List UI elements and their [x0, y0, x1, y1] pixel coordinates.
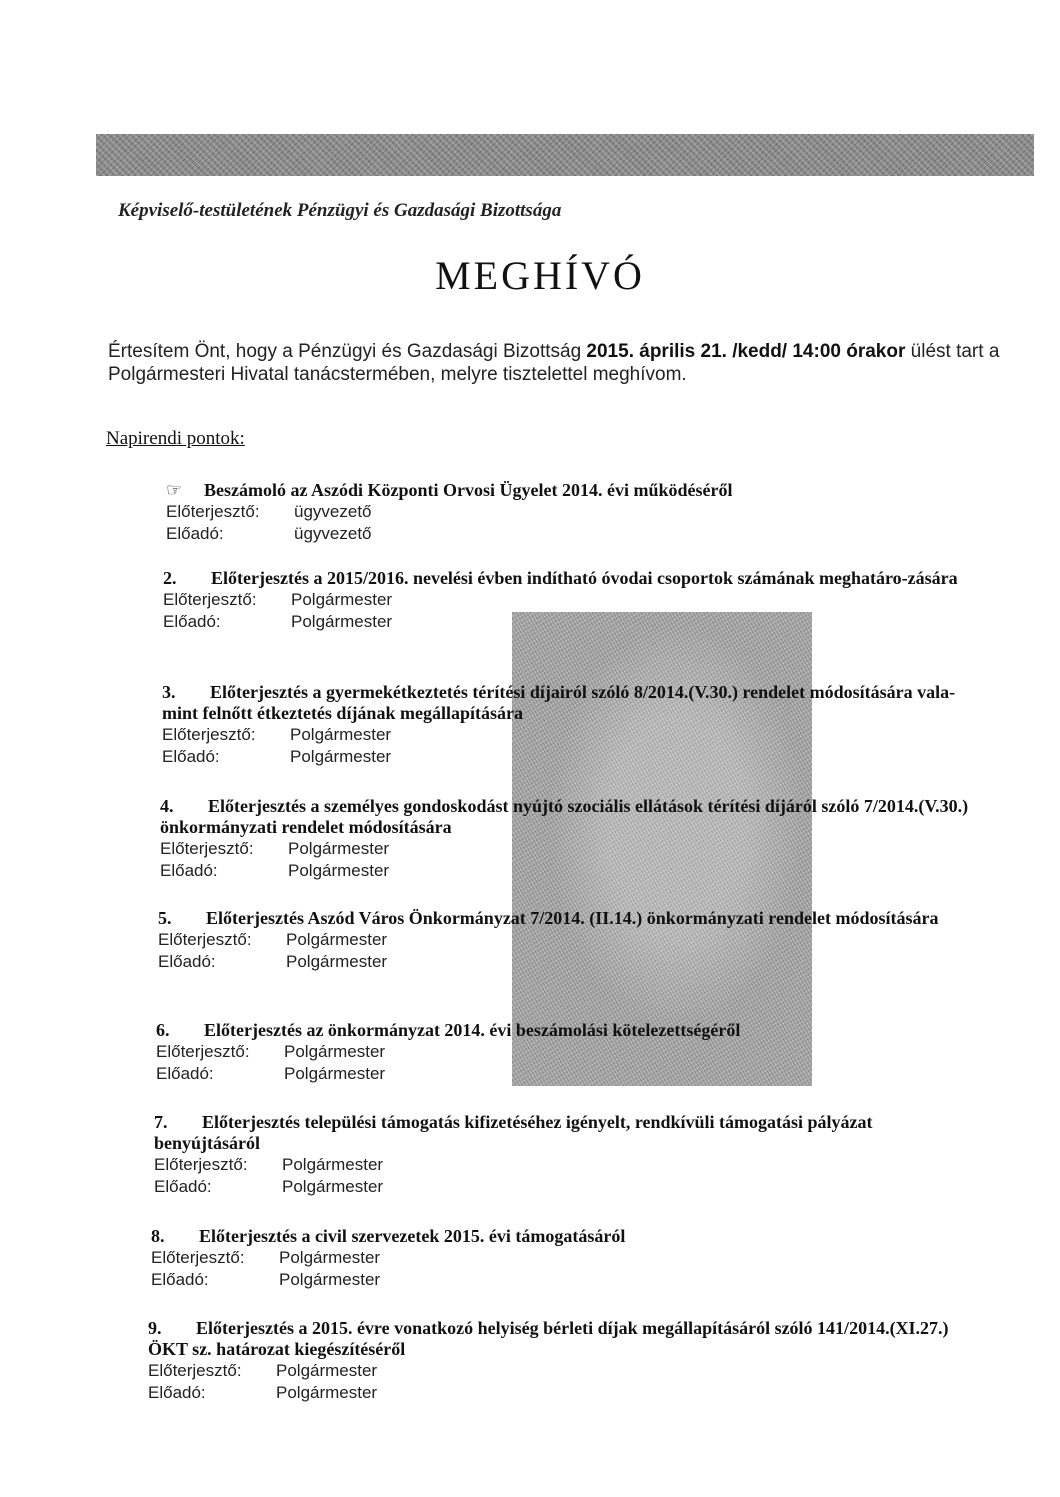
proposer-row: Előterjesztő: Polgármester	[151, 1248, 381, 1267]
presenter-row: Előadó: Polgármester	[151, 1270, 381, 1289]
proposer-row: Előterjesztő: Polgármester	[160, 839, 390, 858]
agenda-item-5	[158, 908, 978, 973]
intro-paragraph	[108, 340, 1028, 386]
pointing-hand-icon: ☞	[166, 480, 183, 500]
proposer-row: Előterjesztő: Polgármester	[154, 1155, 384, 1174]
agenda-item-9	[148, 1318, 968, 1404]
agenda-item-title: 2. Előterjesztés a 2015/2016. nevelési évben indítható óvodai csoportok számának meghatáro-zására	[163, 568, 958, 588]
intro-text-2: ülést tart a Polgármesteri Hivatal tanácstermében, melyre tisztelettel meghívom.	[108, 341, 1000, 385]
agenda-item-title: ☞ Beszámoló az Aszódi Központi Orvosi Ügyelet 2014. évi működéséről	[166, 480, 733, 500]
presenter-row: Előadó: Polgármester	[154, 1177, 384, 1196]
presenter-row: Előadó: Polgármester	[148, 1383, 378, 1402]
presenter-row: Előadó: Polgármester	[160, 861, 390, 880]
agenda-item-7	[154, 1112, 974, 1198]
presenter-row: Előadó: Polgármester	[163, 612, 393, 631]
agenda-item-8	[151, 1226, 971, 1291]
proposer-row: Előterjesztő: Polgármester	[163, 590, 393, 609]
agenda-item-3	[162, 682, 982, 768]
header-band	[96, 134, 1034, 176]
agenda-item-1	[166, 480, 986, 545]
proposer-row: Előterjesztő: Polgármester	[148, 1361, 378, 1380]
intro-text-1: Értesítem Önt, hogy a Pénzügyi és Gazdasági Bizottság	[108, 341, 587, 362]
presenter-row: Előadó: ügyvezető	[166, 524, 372, 543]
presenter-row: Előadó: Polgármester	[158, 952, 388, 971]
agenda-item-4	[160, 796, 980, 882]
presenter-row: Előadó: Polgármester	[162, 747, 392, 766]
committee-name: Képviselő-testületének Pénzügyi és Gazdasági Bizottsága	[118, 200, 562, 221]
proposer-row: Előterjesztő: Polgármester	[162, 725, 392, 744]
agenda-item-6	[156, 1020, 976, 1085]
presenter-row: Előadó: Polgármester	[156, 1064, 386, 1083]
agenda-item-title: 3. Előterjesztés a gyermekétkeztetés térítési díjairól szóló 8/2014.(V.30.) rendelet módosítására vala-mint felnőtt étkeztetés díjának megállapítására	[162, 682, 956, 723]
agenda-item-2	[163, 568, 983, 633]
proposer-row: Előterjesztő: Polgármester	[158, 930, 388, 949]
agenda-heading: Napirendi pontok:	[106, 428, 245, 449]
proposer-row: Előterjesztő: Polgármester	[156, 1042, 386, 1061]
agenda-item-title: 6. Előterjesztés az önkormányzat 2014. évi beszámolási kötelezettségéről	[156, 1020, 741, 1040]
agenda-item-title: 8. Előterjesztés a civil szervezetek 2015. évi támogatásáról	[151, 1226, 626, 1246]
agenda-item-title: 4. Előterjesztés a személyes gondoskodást nyújtó szociális ellátások térítési díjáról szóló 7/2014.(V.30.) önkormányzati rendelet módosítására	[160, 796, 969, 837]
agenda-item-title: 9. Előterjesztés a 2015. évre vonatkozó helyiség bérleti díjak megállapításáról szóló 141/2014.(XI.27.) ÖKT sz. határozat kiegészítéséről	[148, 1318, 949, 1359]
meeting-date: 2015. április 21. /kedd/ 14:00 órakor	[586, 341, 906, 362]
agenda-item-title: 5. Előterjesztés Aszód Város Önkormányzat 7/2014. (II.14.) önkormányzati rendelet módosítására	[158, 908, 939, 928]
page-title: MEGHÍVÓ	[435, 253, 645, 298]
agenda-item-title: 7. Előterjesztés települési támogatás kifizetéséhez igényelt, rendkívüli támogatási pályázat benyújtásáról	[154, 1112, 873, 1153]
proposer-row: Előterjesztő: ügyvezető	[166, 502, 372, 521]
